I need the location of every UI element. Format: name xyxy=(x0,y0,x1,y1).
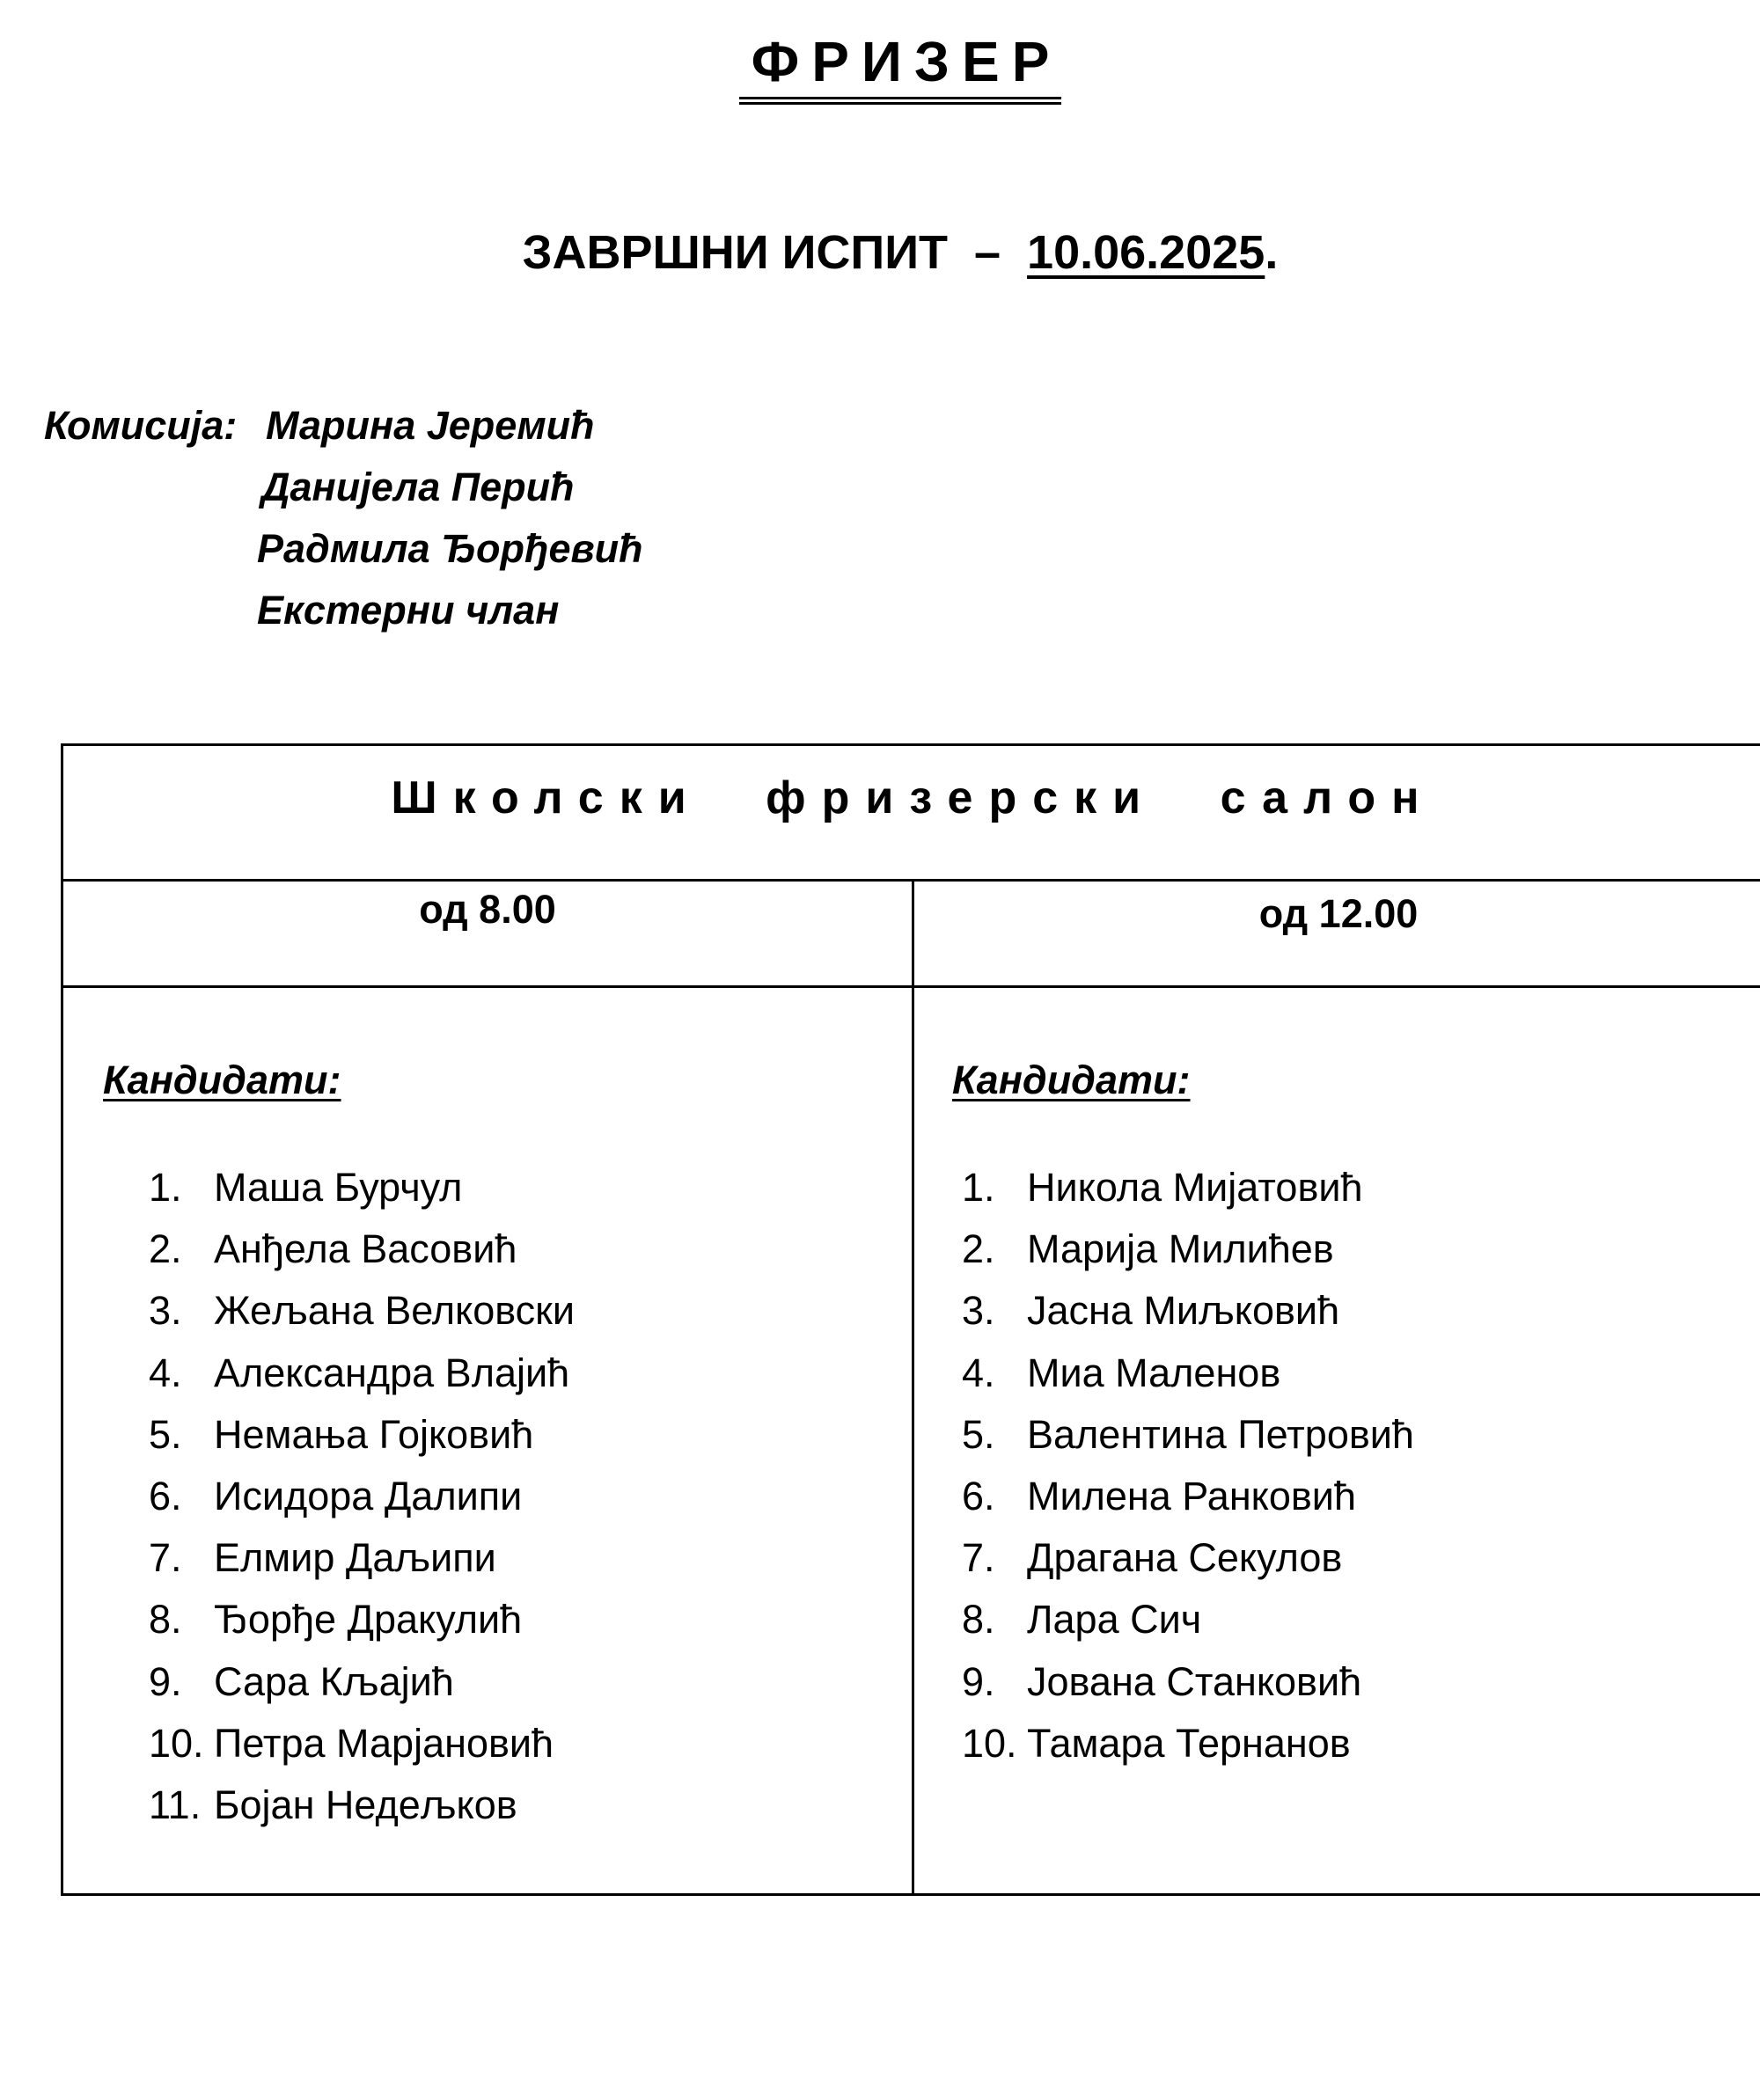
committee-member: Екстерни члан xyxy=(257,588,560,633)
candidate-item xyxy=(149,1218,575,1280)
exam-heading-prefix: ЗАВРШНИ ИСПИТ – xyxy=(522,226,1028,279)
candidate-list-noon xyxy=(962,1157,1414,1774)
candidate-name: Лара Сич xyxy=(1027,1597,1202,1643)
candidate-number: 1. xyxy=(962,1165,995,1210)
candidate-item xyxy=(149,1589,575,1650)
candidate-item xyxy=(149,1280,575,1342)
schedule-table xyxy=(61,743,1760,1896)
candidate-name: Јасна Миљковић xyxy=(1027,1288,1340,1334)
candidate-item xyxy=(962,1280,1414,1342)
candidate-name: Жељана Велковски xyxy=(214,1288,575,1334)
candidate-name: Марија Милићев xyxy=(1027,1226,1334,1272)
exam-heading-suffix: . xyxy=(1265,226,1279,279)
candidate-number: 7. xyxy=(149,1535,182,1581)
candidate-item xyxy=(962,1404,1414,1466)
candidate-name: Тамара Тернанов xyxy=(1027,1720,1351,1766)
committee-member: Марина Јеремић xyxy=(266,403,595,448)
candidate-name: Јована Станковић xyxy=(1027,1658,1362,1704)
candidate-number: 7. xyxy=(962,1535,995,1581)
candidate-item xyxy=(962,1466,1414,1527)
candidate-number: 3. xyxy=(149,1288,182,1334)
salon-title: Школски фризерски салон xyxy=(391,772,1435,823)
candidate-number: 11. xyxy=(149,1782,202,1827)
title-container xyxy=(0,26,1760,105)
candidate-name: Петра Марјановић xyxy=(214,1720,554,1766)
candidate-number: 1. xyxy=(149,1165,182,1210)
candidate-number: 2. xyxy=(962,1226,995,1272)
candidate-item xyxy=(149,1651,575,1713)
candidate-name: Анђела Васовић xyxy=(214,1226,517,1272)
candidate-name: Никола Мијатовић xyxy=(1027,1165,1363,1210)
candidates-label-noon: Кандидати: xyxy=(952,1057,1191,1102)
candidate-item xyxy=(149,1343,575,1404)
row-divider xyxy=(63,985,1760,988)
candidate-name: Бојан Недељков xyxy=(214,1782,517,1827)
candidate-number: 10. xyxy=(962,1720,1017,1766)
candidate-item xyxy=(962,1343,1414,1404)
candidate-name: Немања Гојковић xyxy=(214,1411,534,1457)
committee-member: Данијела Перић xyxy=(261,465,575,509)
candidate-number: 4. xyxy=(962,1350,995,1395)
candidate-item xyxy=(962,1157,1414,1218)
candidate-list-morning xyxy=(149,1157,575,1836)
candidate-number: 4. xyxy=(149,1350,182,1395)
candidate-name: Исидора Далипи xyxy=(214,1473,523,1518)
candidate-item xyxy=(962,1713,1414,1774)
candidate-number: 2. xyxy=(149,1226,182,1272)
session-time-morning: од 8.00 xyxy=(419,887,556,932)
committee-member: Радмила Ђорђевић xyxy=(257,526,643,571)
candidate-name: Ђорђе Дракулић xyxy=(214,1597,523,1643)
candidate-name: Елмир Даљипи xyxy=(214,1535,496,1581)
candidate-name: Драгана Секулов xyxy=(1027,1535,1343,1581)
candidate-number: 8. xyxy=(149,1597,182,1643)
candidate-name: Милена Ранковић xyxy=(1027,1473,1356,1518)
candidate-item xyxy=(962,1218,1414,1280)
candidate-number: 9. xyxy=(149,1658,182,1704)
candidate-number: 6. xyxy=(962,1473,995,1518)
exam-date: 10.06.2025 xyxy=(1027,226,1265,279)
document-title: ФРИЗЕР xyxy=(739,26,1062,105)
candidate-number: 10. xyxy=(149,1720,204,1766)
session-time-noon: од 12.00 xyxy=(1258,891,1419,936)
candidate-item xyxy=(149,1713,575,1774)
candidate-item xyxy=(149,1774,575,1836)
candidate-number: 6. xyxy=(149,1473,182,1518)
candidate-name: Сара Кљајић xyxy=(214,1658,454,1704)
candidate-item xyxy=(962,1527,1414,1589)
candidate-number: 9. xyxy=(962,1658,995,1704)
candidate-number: 8. xyxy=(962,1597,995,1643)
candidates-label-morning: Кандидати: xyxy=(103,1057,341,1102)
candidate-item xyxy=(962,1651,1414,1713)
candidate-name: Миа Маленов xyxy=(1027,1350,1281,1395)
exam-heading xyxy=(0,222,1760,283)
column-divider xyxy=(912,879,914,1893)
committee-label: Комисија: xyxy=(44,403,238,448)
candidate-item xyxy=(149,1404,575,1466)
candidate-item xyxy=(149,1466,575,1527)
candidate-item xyxy=(149,1527,575,1589)
candidate-number: 5. xyxy=(149,1411,182,1457)
candidate-name: Валентина Петровић xyxy=(1027,1411,1414,1457)
salon-header-row xyxy=(63,746,1760,882)
candidate-item xyxy=(962,1589,1414,1650)
candidate-item xyxy=(149,1157,575,1218)
candidate-name: Маша Бурчул xyxy=(214,1165,463,1210)
candidate-number: 5. xyxy=(962,1411,995,1457)
candidate-number: 3. xyxy=(962,1288,995,1334)
candidate-name: Александра Влајић xyxy=(214,1350,570,1395)
